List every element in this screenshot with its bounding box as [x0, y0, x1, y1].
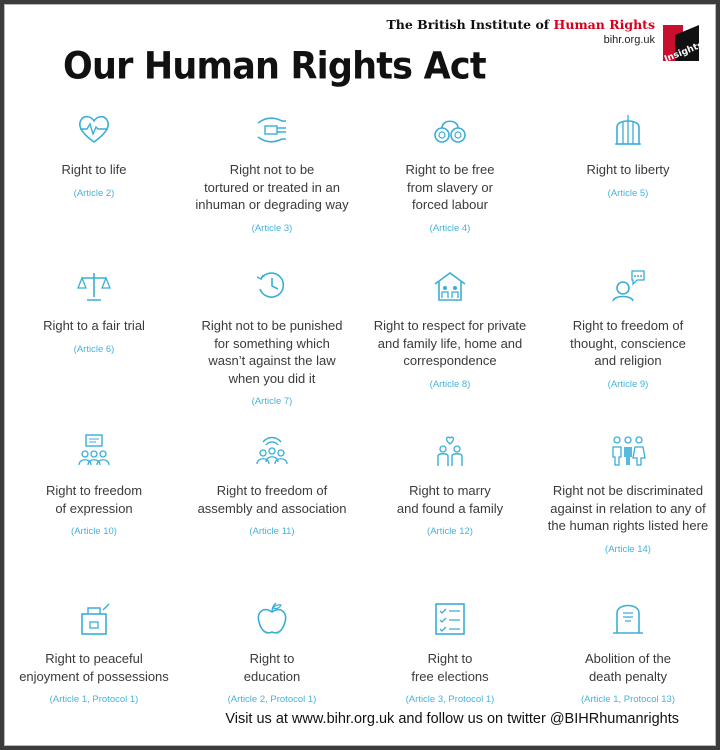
apple-icon	[252, 600, 292, 636]
article-reference: (Article 4)	[429, 222, 471, 234]
article-reference: (Article 14)	[605, 543, 651, 555]
insights-badge-logo	[659, 21, 705, 69]
right-title: Right to marry and found a family	[396, 483, 504, 516]
possessions-icon	[74, 600, 114, 636]
article-reference: (Article 2)	[73, 187, 115, 199]
org-url: bihr.org.uk	[603, 34, 655, 46]
right-title: Right to liberty	[586, 162, 670, 177]
right-card	[539, 426, 717, 594]
poster	[4, 4, 716, 746]
right-card	[183, 105, 361, 261]
article-reference: (Article 3)	[251, 222, 293, 234]
right-title: Right not be discriminated against in relation to any of the human rights listed here	[547, 483, 709, 533]
right-title: Right to be free from slavery or forced labour	[405, 162, 495, 212]
right-title: Right to respect for private and family life, home and correspondence	[373, 318, 527, 368]
ballot-checklist-icon	[430, 600, 470, 636]
scales-icon	[74, 267, 114, 303]
article-reference: (Article 1, Protocol 1)	[49, 694, 139, 705]
right-title: Right to life	[61, 162, 127, 177]
history-clock-icon	[252, 267, 292, 303]
svg-text:Insights: Insights	[663, 40, 705, 65]
right-card	[5, 261, 183, 426]
right-title: Right to education	[243, 651, 301, 684]
article-reference: (Article 5)	[607, 187, 649, 199]
gravestone-icon	[608, 600, 648, 636]
article-reference: (Article 2, Protocol 1)	[227, 694, 317, 705]
right-title: Right not to be tortured or treated in an inhuman or degrading way	[195, 162, 349, 212]
article-reference: (Article 12)	[427, 526, 473, 537]
right-card	[539, 261, 717, 426]
right-title: Right to a fair trial	[43, 318, 145, 333]
org-name: The British Institute of Human Rights	[386, 17, 655, 32]
right-card	[361, 105, 539, 261]
screen-audience-icon	[74, 432, 114, 468]
right-card	[5, 594, 183, 732]
article-reference: (Article 7)	[251, 396, 293, 407]
right-card	[183, 261, 361, 426]
right-title: Right to freedom of thought, conscience and religion	[570, 318, 686, 368]
footer-text: Visit us at www.bihr.org.uk and follow us on twitter @BIHRhumanrights	[225, 711, 679, 727]
right-card	[539, 105, 717, 261]
assembly-icon	[252, 432, 292, 468]
article-reference: (Article 11)	[249, 526, 295, 537]
brand-block	[386, 17, 655, 46]
article-reference: (Article 9)	[607, 378, 649, 390]
right-title: Abolition of the death penalty	[584, 651, 671, 684]
hands-protect-icon	[252, 111, 292, 147]
right-title: Right to freedom of assembly and association	[197, 483, 347, 516]
right-title: Right to peaceful enjoyment of possessions	[19, 651, 169, 684]
heart-pulse-icon	[74, 111, 114, 147]
article-reference: (Article 10)	[71, 526, 117, 537]
right-title: Right to freedom of expression	[45, 483, 143, 516]
article-reference: (Article 1, Protocol 13)	[581, 694, 675, 705]
thought-bubble-icon	[608, 267, 648, 303]
page-title: Our Human Rights Act	[63, 45, 486, 89]
right-card	[183, 426, 361, 594]
right-title: Right to free elections	[411, 651, 489, 684]
right-card	[5, 105, 183, 261]
family-home-icon	[430, 267, 470, 303]
article-reference: (Article 6)	[73, 343, 115, 355]
couple-heart-icon	[430, 432, 470, 468]
article-reference: (Article 8)	[429, 378, 471, 390]
right-card	[5, 426, 183, 594]
right-title: Right not to be punished for something which wasn’t against the law when you did it	[201, 318, 343, 386]
people-group-icon	[608, 432, 648, 468]
article-reference: (Article 3, Protocol 1)	[405, 694, 495, 705]
right-card	[361, 426, 539, 594]
right-card	[361, 261, 539, 426]
handcuffs-icon	[430, 111, 470, 147]
cage-icon	[608, 111, 648, 147]
rights-grid	[5, 105, 717, 732]
